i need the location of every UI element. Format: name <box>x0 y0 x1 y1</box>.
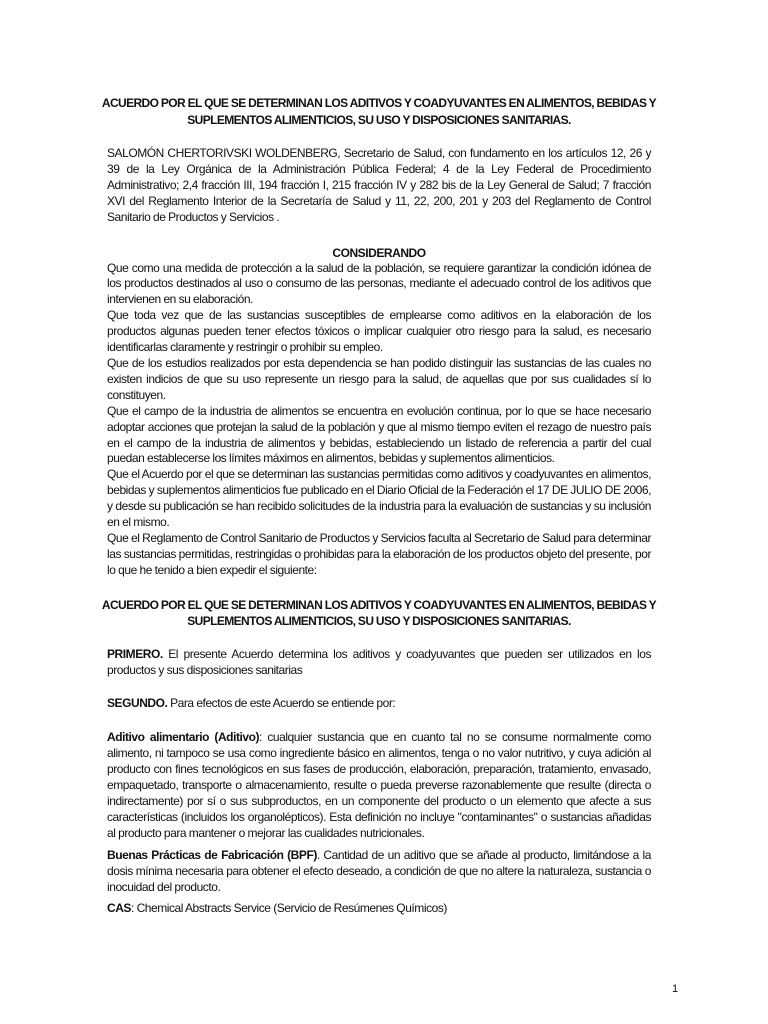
considerando-paragraph: Que toda vez que de las sustancias susceptibles de emplearse como aditivos en la elaboración de los productos algunas pueden tener efectos tóxicos o implicar cualquier otro riesgo para la salud, es necesario identificarlas claramente y restringir o prohibir su empleo. <box>107 308 651 355</box>
definition-text: . Cantidad de un aditivo que se añade al producto, limitándose a la dosis mínima necesaria para obtener el efecto deseado, a condición de que no altere la naturaleza, sustancia o inocuidad del producto. <box>107 847 651 894</box>
considerando-paragraph: Que el Reglamento de Control Sanitario de Productos y Servicios faculta al Secretario de Salud para determinar las sustancias permitidas, restringidas o prohibidas para la elaboración de los productos objeto del presente, por lo que he tenido a bien expedir el siguiente: <box>107 530 651 577</box>
considerando-section <box>107 245 651 579</box>
primero-paragraph <box>107 647 651 679</box>
definition-aditivo <box>107 730 651 841</box>
considerando-heading: CONSIDERANDO <box>332 245 426 260</box>
considerando-paragraph: Que de los estudios realizados por esta dependencia se han podido distinguir las sustancias de las cuales no existen indicios de que su uso represente un riesgo para la salud, de aquellas que por sus cualidades sí lo constituyen. <box>107 355 651 402</box>
page-number: 1 <box>672 983 679 995</box>
definition-term: Aditivo alimentario (Aditivo) <box>107 730 260 745</box>
segundo-label: SEGUNDO. <box>107 696 168 711</box>
primero-text: El presente Acuerdo determina los aditivos y coadyuvantes que pueden ser utilizados en los productos y sus disposiciones sanitarias <box>107 646 651 677</box>
document-title: ACUERDO POR EL QUE SE DETERMINAN LOS ADITIVOS Y COADYUVANTES EN ALIMENTOS, BEBIDAS Y SUPLEMENTOS ALIMENTICIOS, SU USO Y DISPOSICIONES SANITARIAS. <box>101 96 657 127</box>
segundo-paragraph <box>107 696 651 712</box>
definition-term: CAS <box>107 901 131 916</box>
considerando-paragraph: Que como una medida de protección a la salud de la población, se requiere garantizar la condición idónea de los productos destinados al uso o consumo de las personas, mediante el adecuado control de los aditivos que intervienen en su elaboración. <box>107 260 651 307</box>
primero-label: PRIMERO. <box>107 646 163 661</box>
definition-cas <box>107 901 651 917</box>
definition-text: : Chemical Abstracts Service (Servicio de Resúmenes Químicos) <box>131 901 447 916</box>
agreement-title: ACUERDO POR EL QUE SE DETERMINAN LOS ADITIVOS Y COADYUVANTES EN ALIMENTOS, BEBIDAS Y SUPLEMENTOS ALIMENTICIOS, SU USO Y DISPOSICIONES SANITARIAS. <box>101 597 657 629</box>
definition-bpf <box>107 848 651 896</box>
document-body <box>101 95 657 923</box>
considerando-paragraph: Que el Acuerdo por el que se determinan las sustancias permitidas como aditivos y coadyuvantes en alimentos, bebidas y suplementos alimenticios fue publicado en el Diario Oficial de la Federación el 17 DE JULIO DE 2006, y desde su publicación se han recibido solicitudes de la industria para la evaluación de sustancias y su inclusión en el mismo. <box>107 467 651 530</box>
definition-text: : cualquier sustancia que en cuanto tal no se consume normalmente como alimento, ni tampoco se usa como ingrediente básico en alimentos, tenga o no valor nutritivo, y cuya adición al producto con fines tecnológicos en sus fases de producción, elaboración, preparación, tratamiento, envasado, empaquetado, transporte o almacenamiento, resulte o pueda preverse razonablemente que resulte (directa o indirectamente) por sí o sus subproductos, en un componente del producto o un elemento que afecte a sus características (incluidos los organolépticos). Esta definición no incluye "contaminantes" o sustancias añadidas al producto para mantener o mejorar las cualidades nutricionales. <box>107 730 651 840</box>
considerando-paragraph: Que el campo de la industria de alimentos se encuentra en evolución continua, por lo que se hace necesario adoptar acciones que protejan la salud de la población y que al mismo tiempo eviten el rezago de nuestro país en el campo de la industria de alimentos y bebidas, estableciendo un listado de referencia a partir del cual puedan establecerse los límites máximos en alimentos, bebidas y suplementos alimenticios. <box>107 403 651 466</box>
definition-term: Buenas Prácticas de Fabricación (BPF) <box>107 847 317 862</box>
preamble-paragraph: SALOMÓN CHERTORIVSKI WOLDENBERG, Secretario de Salud, con fundamento en los artículos 12, 26 y 39 de la Ley Orgánica de la Administración Pública Federal; 4 de la Ley Federal de Procedimiento Administrativo; 2,4 fracción III, 194 fracción I, 215 fracción IV y 282 bis de la Ley General de Salud; 7 fracción XVI del Reglamento Interior de la Secretaría de Salud y 11, 22, 200, 201 y 203 del Reglamento de Control Sanitario de Productos y Servicios . <box>107 146 651 224</box>
segundo-text: Para efectos de este Acuerdo se entiende por: <box>167 696 396 711</box>
